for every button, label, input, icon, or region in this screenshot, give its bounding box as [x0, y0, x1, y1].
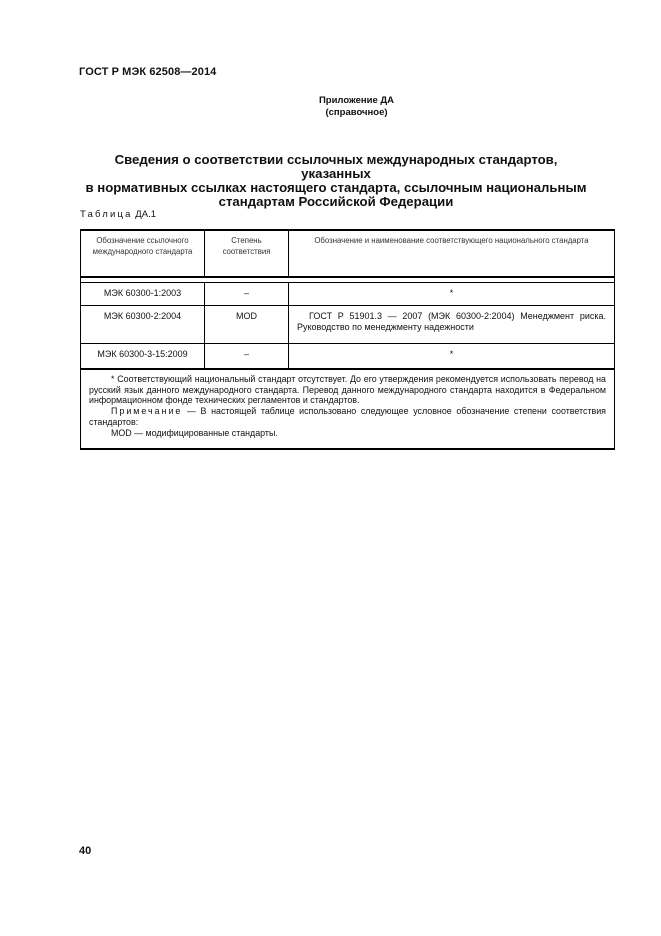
- appendix-title: Приложение ДА: [318, 95, 395, 106]
- title-line-2: в нормативных ссылках настоящего стандарта, ссылочным национальным: [85, 180, 587, 195]
- appendix-heading: [0, 95, 661, 119]
- cell-national: *: [289, 283, 615, 306]
- header-national-standard: Обозначение и наименование соответствующего национального стандарта: [289, 230, 615, 277]
- cell-degree: MOD: [205, 306, 289, 344]
- table-caption-word: Таблица: [80, 209, 133, 220]
- table-caption-number: ДА.1: [135, 209, 156, 220]
- note-text: — В настоящей таблице использовано следующее условное обозначение степени соответствия стандартов:: [89, 406, 606, 427]
- cell-ref: МЭК 60300-1:2003: [81, 283, 205, 306]
- document-code-header: ГОСТ Р МЭК 62508—2014: [79, 66, 217, 78]
- section-title: [80, 153, 592, 209]
- table-row: [81, 344, 615, 370]
- table-row: [81, 283, 615, 306]
- header-international-standard: Обозначение ссылочного международного стандарта: [81, 230, 205, 277]
- cell-national: ГОСТ Р 51901.3 — 2007 (МЭК 60300-2:2004) Менеджмент риска. Руководство по менеджменту надежности: [289, 306, 615, 344]
- table-header-row: [81, 230, 615, 277]
- cell-degree: –: [205, 283, 289, 306]
- mod-definition: MOD — модифицированные стандарты.: [111, 427, 278, 438]
- table-notes: [81, 369, 615, 449]
- title-line-3: стандартам Российской Федерации: [218, 194, 454, 209]
- cell-ref: МЭК 60300-2:2004: [81, 306, 205, 344]
- standards-correspondence-table: [80, 229, 615, 450]
- cell-ref: МЭК 60300-3-15:2009: [81, 344, 205, 370]
- cell-national: *: [289, 344, 615, 370]
- cell-degree: –: [205, 344, 289, 370]
- table-caption: [80, 209, 156, 220]
- header-degree: Степень соответствия: [205, 230, 289, 277]
- table-notes-row: [81, 369, 615, 449]
- page-number: 40: [79, 845, 92, 857]
- note-label: Примечание: [111, 406, 183, 417]
- appendix-subtitle: (справочное): [325, 107, 388, 118]
- note-paragraph: [89, 406, 606, 427]
- title-line-1: Сведения о соответствии ссылочных международных стандартов, указанных: [114, 152, 558, 181]
- table-row: [81, 306, 615, 344]
- footnote-text: * Соответствующий национальный стандарт отсутствует. До его утверждения рекомендуется использовать перевод на русский язык данного международного стандарта. Перевод данного международного стандарта находится в Федеральном информационном фонде технических регламентов и стандартов.: [89, 374, 606, 406]
